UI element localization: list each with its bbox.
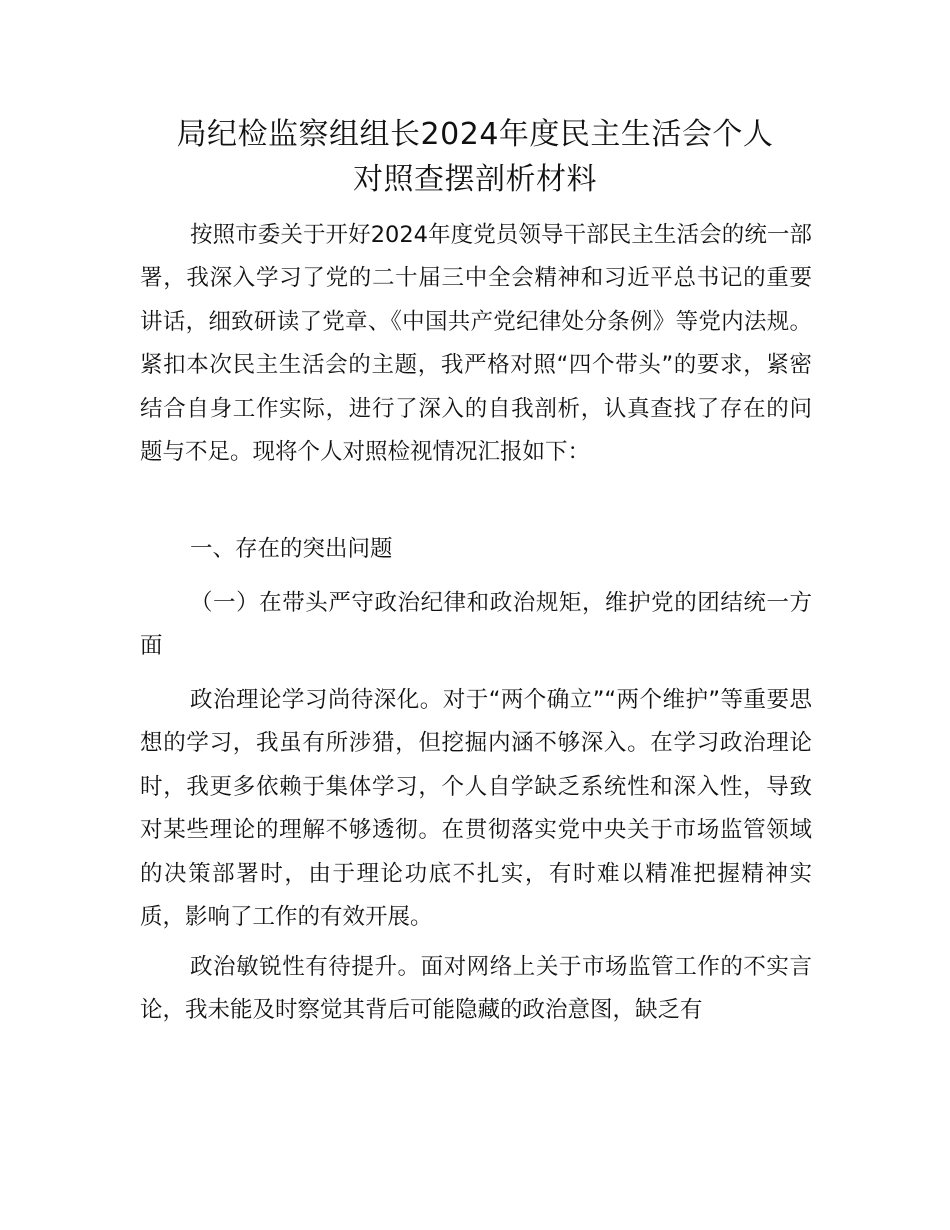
political-sensitivity-paragraph: 政治敏锐性有待提升。面对网络上关于市场监管工作的不实言论，我未能及时察觉其背后可能隐藏的政治意图，缺乏有 <box>140 954 812 1024</box>
document-title-line-1: 局纪检监察组组长2024年度民主生活会个人 <box>176 117 774 152</box>
intro-paragraph: 按照市委关于开好2024年度党员领导干部民主生活会的统一部署，我深入学习了党的二十届三中全会精神和习近平总书记的重要讲话，细致研读了党章、《中国共产党纪律处分条例》等党内法规。紧扣本次民主生活会的主题，我严格对照“四个带头”的要求，紧密结合自身工作实际，进行了深入的自我剖析，认真查找了存在的问题与不足。现将个人对照检视情况汇报如下： <box>140 222 812 466</box>
section-heading: 一、存在的突出问题 <box>190 536 393 562</box>
theory-study-paragraph: 政治理论学习尚待深化。对于“两个确立”“两个维护”等重要思想的学习，我虽有所涉猎，但挖掘内涵不够深入。在学习政治理论时，我更多依赖于集体学习，个人自学缺乏系统性和深入性，导致对某些理论的理解不够透彻。在贯彻落实党中央关于市场监管领域的决策部署时，由于理论功底不扎实，有时难以精准把握精神实质，影响了工作的有效开展。 <box>140 687 812 931</box>
document-title-line-2: 对照查摆剖析材料 <box>353 162 597 197</box>
subsection-heading: （一）在带头严守政治纪律和政治规矩，维护党的团结统一方面 <box>140 590 812 660</box>
